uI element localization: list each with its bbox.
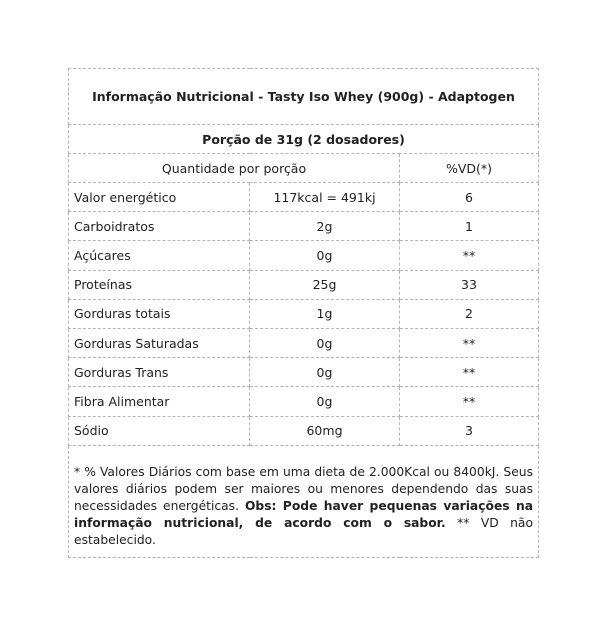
table-row bbox=[69, 299, 539, 328]
nutrient-vd: 2 bbox=[400, 299, 539, 328]
portion-row bbox=[69, 125, 539, 154]
nutrient-quantity: 2g bbox=[250, 212, 400, 241]
nutrient-name: Valor energético bbox=[69, 183, 250, 212]
table-row bbox=[69, 387, 539, 416]
nutrient-quantity: 60mg bbox=[250, 416, 400, 445]
table-row bbox=[69, 183, 539, 212]
header-row bbox=[69, 154, 539, 183]
header-quantity: Quantidade por porção bbox=[69, 154, 400, 183]
table-row bbox=[69, 358, 539, 387]
nutrient-quantity: 25g bbox=[250, 270, 400, 299]
nutrient-vd: 3 bbox=[400, 416, 539, 445]
nutrient-name: Açúcares bbox=[69, 241, 250, 270]
nutrient-name: Carboidratos bbox=[69, 212, 250, 241]
nutrient-vd: ** bbox=[400, 358, 539, 387]
nutrient-vd: ** bbox=[400, 241, 539, 270]
table-row bbox=[69, 416, 539, 445]
nutrient-vd: 1 bbox=[400, 212, 539, 241]
nutrient-name: Proteínas bbox=[69, 270, 250, 299]
footnote-text-1: * % Valores Diários com base em uma dieta de 2.000Kcal ou 8400kJ. Seus valores diários podem ser maiores ou menores dependendo das suas necessidades energéticas. bbox=[74, 464, 533, 513]
nutrient-vd: 6 bbox=[400, 183, 539, 212]
nutrient-quantity: 0g bbox=[250, 358, 400, 387]
nutrient-name: Fibra Alimentar bbox=[69, 387, 250, 416]
nutrient-name: Gorduras totais bbox=[69, 299, 250, 328]
footnote-obs: Obs: Pode haver pequenas variações na informação nutricional, de acordo com o sabor. bbox=[74, 498, 533, 530]
table-title: Informação Nutricional - Tasty Iso Whey (900g) - Adaptogen bbox=[69, 69, 539, 125]
table-row bbox=[69, 328, 539, 357]
nutrient-vd: 33 bbox=[400, 270, 539, 299]
nutrient-quantity: 0g bbox=[250, 387, 400, 416]
header-vd: %VD(*) bbox=[400, 154, 539, 183]
nutrition-table bbox=[68, 68, 539, 558]
nutrient-name: Gorduras Saturadas bbox=[69, 328, 250, 357]
nutrient-quantity: 1g bbox=[250, 299, 400, 328]
portion-size: Porção de 31g (2 dosadores) bbox=[69, 125, 539, 154]
footnote-row bbox=[69, 445, 539, 557]
footnote bbox=[69, 445, 539, 557]
table-row bbox=[69, 212, 539, 241]
title-row bbox=[69, 69, 539, 125]
nutrient-quantity: 0g bbox=[250, 328, 400, 357]
nutrient-name: Gorduras Trans bbox=[69, 358, 250, 387]
nutrition-table-container bbox=[68, 68, 538, 558]
table-row bbox=[69, 270, 539, 299]
nutrient-name: Sódio bbox=[69, 416, 250, 445]
nutrient-quantity: 117kcal = 491kj bbox=[250, 183, 400, 212]
nutrient-vd: ** bbox=[400, 328, 539, 357]
nutrient-vd: ** bbox=[400, 387, 539, 416]
footnote-text-2: ** VD não estabelecido. bbox=[74, 515, 533, 547]
nutrient-quantity: 0g bbox=[250, 241, 400, 270]
table-row bbox=[69, 241, 539, 270]
